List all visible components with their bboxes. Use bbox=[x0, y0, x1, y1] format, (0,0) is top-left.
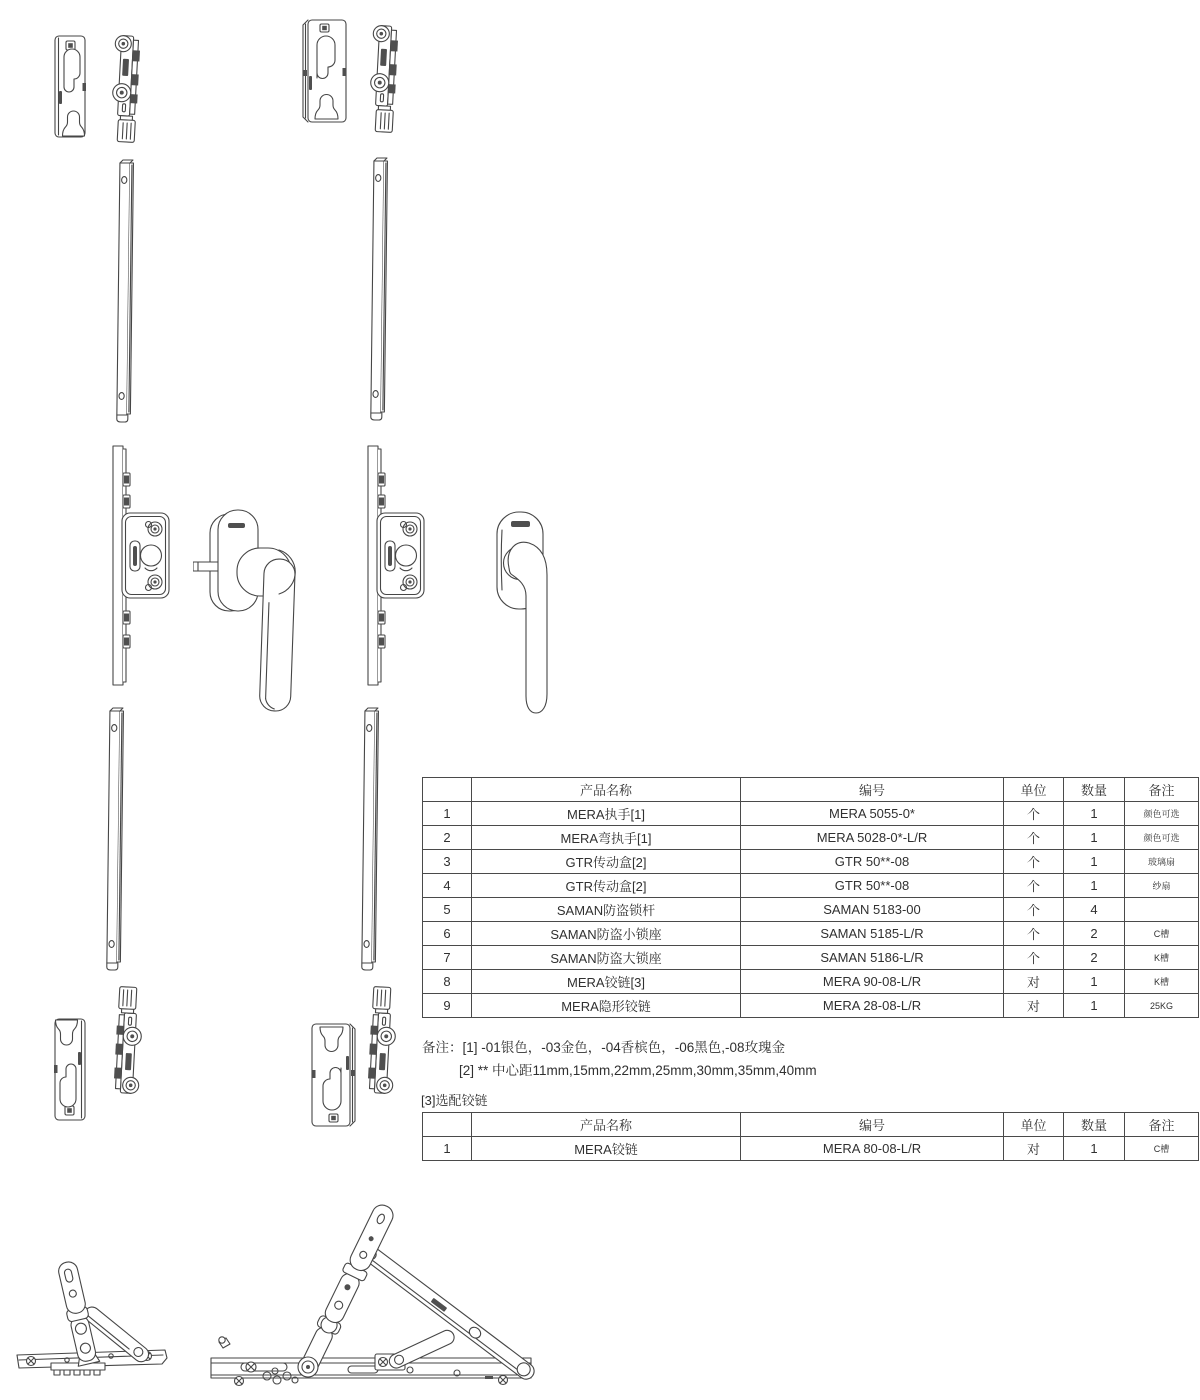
cell-qty: 1 bbox=[1064, 970, 1125, 994]
header-code: 编号 bbox=[741, 778, 1004, 802]
cell-remark bbox=[1125, 898, 1199, 922]
drawing-lock-bar-lower-left bbox=[100, 706, 130, 972]
cell-unit: 个 bbox=[1004, 922, 1064, 946]
drawing-lock-rod-end-top-right bbox=[364, 22, 408, 134]
header-no bbox=[423, 778, 472, 802]
table-row bbox=[423, 898, 1199, 922]
cell-no: 5 bbox=[423, 898, 472, 922]
note-colors: 备注：[1] -01银色，-03金色，-04香槟色，-06黑色,-08玫瑰金 bbox=[422, 1040, 786, 1055]
drawing-lock-keeper-small-top bbox=[50, 33, 90, 141]
header-qty: 数量 bbox=[1064, 1113, 1125, 1137]
cell-code: MERA 80-08-L/R bbox=[741, 1137, 1004, 1161]
cell-qty: 1 bbox=[1064, 826, 1125, 850]
drawing-lock-keeper-small-bottom bbox=[50, 1015, 90, 1123]
cell-qty: 1 bbox=[1064, 874, 1125, 898]
cell-remark: 纱扇 bbox=[1125, 874, 1199, 898]
cell-remark: C槽 bbox=[1125, 922, 1199, 946]
cell-no: 9 bbox=[423, 994, 472, 1018]
cell-qty: 1 bbox=[1064, 1137, 1125, 1161]
table-row bbox=[423, 874, 1199, 898]
cell-unit: 个 bbox=[1004, 874, 1064, 898]
drawing-lock-bar-upper-left bbox=[110, 158, 140, 424]
cell-code: MERA 5055-0* bbox=[741, 802, 1004, 826]
cell-no: 2 bbox=[423, 826, 472, 850]
cell-unit: 个 bbox=[1004, 826, 1064, 850]
cell-remark: 颜色可选 bbox=[1125, 826, 1199, 850]
drawing-lock-rod-end-top-left bbox=[106, 32, 150, 144]
table-row bbox=[423, 946, 1199, 970]
cell-unit: 个 bbox=[1004, 946, 1064, 970]
cell-code: MERA 28-08-L/R bbox=[741, 994, 1004, 1018]
optional-table-header-row bbox=[423, 1113, 1199, 1137]
cell-remark: K槽 bbox=[1125, 946, 1199, 970]
cell-code: MERA 5028-0*-L/R bbox=[741, 826, 1004, 850]
cell-unit: 对 bbox=[1004, 970, 1064, 994]
drawing-handle-curved bbox=[488, 508, 563, 723]
cell-product-name: SAMAN防盗锁杆 bbox=[472, 898, 741, 922]
cell-product-name: GTR传动盒[2] bbox=[472, 874, 741, 898]
cell-product-name: SAMAN防盗小锁座 bbox=[472, 922, 741, 946]
header-qty: 数量 bbox=[1064, 778, 1125, 802]
note-center-distance: [2] ** 中心距11mm,15mm,22mm,25mm,30mm,35mm,40mm bbox=[459, 1063, 817, 1078]
main-parts-table bbox=[422, 777, 1199, 1018]
table-row bbox=[423, 850, 1199, 874]
cell-unit: 个 bbox=[1004, 802, 1064, 826]
drawing-friction-hinge-large bbox=[205, 1190, 540, 1395]
drawing-lock-rod-end-bottom-right bbox=[358, 985, 402, 1097]
table-row bbox=[423, 802, 1199, 826]
cell-no: 8 bbox=[423, 970, 472, 994]
header-unit: 单位 bbox=[1004, 778, 1064, 802]
cell-no: 3 bbox=[423, 850, 472, 874]
cell-no: 1 bbox=[423, 1137, 472, 1161]
cell-remark: 玻璃扇 bbox=[1125, 850, 1199, 874]
drawing-lock-rod-end-bottom-left bbox=[104, 985, 148, 1097]
cell-remark: 25KG bbox=[1125, 994, 1199, 1018]
cell-code: GTR 50**-08 bbox=[741, 850, 1004, 874]
cell-code: GTR 50**-08 bbox=[741, 874, 1004, 898]
cell-qty: 1 bbox=[1064, 850, 1125, 874]
cell-product-name: MERA隐形铰链 bbox=[472, 994, 741, 1018]
cell-no: 4 bbox=[423, 874, 472, 898]
table-row bbox=[423, 1137, 1199, 1161]
header-remark: 备注 bbox=[1125, 1113, 1199, 1137]
header-no bbox=[423, 1113, 472, 1137]
table-row bbox=[423, 922, 1199, 946]
cell-no: 1 bbox=[423, 802, 472, 826]
cell-qty: 2 bbox=[1064, 922, 1125, 946]
drawing-gearbox-drive-left bbox=[105, 443, 205, 688]
cell-no: 6 bbox=[423, 922, 472, 946]
drawing-friction-hinge-small bbox=[15, 1252, 175, 1387]
cell-product-name: MERA执手[1] bbox=[472, 802, 741, 826]
cell-remark: C槽 bbox=[1125, 1137, 1199, 1161]
cell-code: SAMAN 5186-L/R bbox=[741, 946, 1004, 970]
drawing-gearbox-drive-right bbox=[360, 443, 460, 688]
cell-qty: 1 bbox=[1064, 802, 1125, 826]
optional-hinge-table bbox=[422, 1112, 1199, 1161]
cell-product-name: MERA铰链[3] bbox=[472, 970, 741, 994]
header-code: 编号 bbox=[741, 1113, 1004, 1137]
cell-unit: 对 bbox=[1004, 994, 1064, 1018]
header-unit: 单位 bbox=[1004, 1113, 1064, 1137]
drawing-lock-keeper-large-top bbox=[298, 18, 350, 124]
cell-unit: 个 bbox=[1004, 850, 1064, 874]
cell-remark: 颜色可选 bbox=[1125, 802, 1199, 826]
cell-product-name: GTR传动盒[2] bbox=[472, 850, 741, 874]
table-row bbox=[423, 994, 1199, 1018]
header-remark: 备注 bbox=[1125, 778, 1199, 802]
header-product-name: 产品名称 bbox=[472, 778, 741, 802]
cell-qty: 4 bbox=[1064, 898, 1125, 922]
drawing-lock-bar-lower-right bbox=[355, 706, 385, 972]
cell-remark: K槽 bbox=[1125, 970, 1199, 994]
cell-unit: 个 bbox=[1004, 898, 1064, 922]
cell-product-name: SAMAN防盗大锁座 bbox=[472, 946, 741, 970]
drawing-lock-bar-upper-right bbox=[364, 156, 394, 422]
drawing-lock-keeper-large-bottom bbox=[308, 1022, 360, 1128]
cell-product-name: MERA弯执手[1] bbox=[472, 826, 741, 850]
table-row bbox=[423, 970, 1199, 994]
cell-product-name: MERA铰链 bbox=[472, 1137, 741, 1161]
cell-code: SAMAN 5185-L/R bbox=[741, 922, 1004, 946]
cell-qty: 1 bbox=[1064, 994, 1125, 1018]
cell-no: 7 bbox=[423, 946, 472, 970]
header-product-name: 产品名称 bbox=[472, 1113, 741, 1137]
drawing-handle-straight bbox=[193, 503, 298, 718]
main-table-header-row bbox=[423, 778, 1199, 802]
cell-qty: 2 bbox=[1064, 946, 1125, 970]
cell-code: MERA 90-08-L/R bbox=[741, 970, 1004, 994]
cell-unit: 对 bbox=[1004, 1137, 1064, 1161]
cell-code: SAMAN 5183-00 bbox=[741, 898, 1004, 922]
optional-hinge-label: [3]选配铰链 bbox=[421, 1093, 488, 1108]
table-row bbox=[423, 826, 1199, 850]
